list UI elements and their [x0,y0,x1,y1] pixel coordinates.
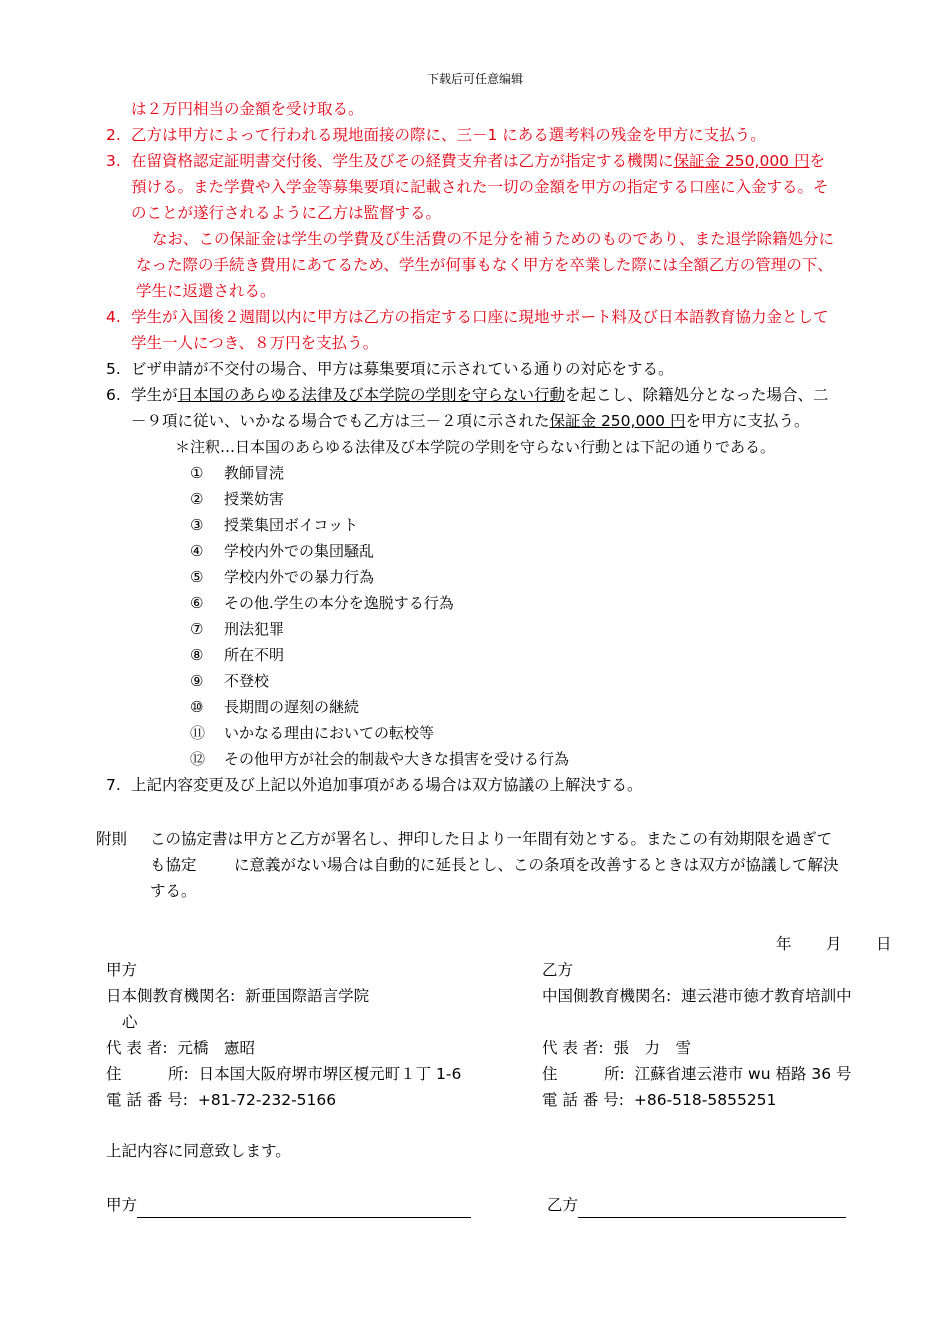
item5-number: 5. [106,360,121,378]
supplement-label: 附則 [96,830,128,848]
item3-line2: 預ける。また学費や入学金等募集要項に記載された一切の金額を甲方の指定する口座に入金する。そ [131,178,829,196]
party-b-org-continued: 心 [122,1013,138,1031]
offense-list-item: ⑩ 長期間の遅刻の継続 [190,698,360,716]
party-b-title: 乙方 [542,961,574,979]
offense-list-item: ⑫ その他甲方が社会的制裁や大きな損害を受ける行為 [190,750,570,768]
item3-number: 3. [106,152,121,170]
date-day: 日 [876,935,892,953]
signature-line[interactable] [578,1201,846,1218]
party-a-org: 日本側教育機関名: 新亜国際語言学院 [106,987,370,1005]
party-a-phone: 電 話 番 号: +81-72-232-5166 [106,1091,337,1109]
offense-list-item: ⑦ 刑法犯罪 [190,620,285,638]
offense-list-item: ⑧ 所在不明 [190,646,285,664]
party-b-representative: 代 表 者: 張 力 雪 [542,1039,691,1057]
offense-list-item: ⑨ 不登校 [190,672,270,690]
supplement-line2a: も協定 [150,856,197,874]
item6-number: 6. [106,386,121,404]
item4-number: 4. [106,308,121,326]
supplement-line3: する。 [150,882,197,900]
item2-text: 乙方は甲方によって行われる現地面接の際に、三－1 にある選考料の残金を甲方に支払う。 [131,126,766,144]
item6-note: ＊注釈…日本国のあらゆる法律及び本学院の学則を守らない行動とは下記の通りである。 [175,438,776,456]
offense-list-item: ⑤ 学校内外での暴力行為 [190,568,375,586]
item4-line1: 学生が入国後２週間以内に甲方は乙方の指定する口座に現地サポート料及び日本語教育協力金として [131,308,829,326]
item4-line2: 学生一人につき、８万円を支払う。 [131,334,379,352]
date-month: 月 [826,935,842,953]
item1-tail: は２万円相当の金額を受け取る。 [131,100,364,118]
offense-list-item: ② 授業妨害 [190,490,285,508]
signature-line[interactable] [137,1201,471,1218]
item6-line1: 学生が日本国のあらゆる法律及び本学院の学則を守らない行動を起こし、除籍処分となった場合、二 [131,386,829,404]
item3-line1: 在留資格認定証明書交付後、学生及びその経費支弁者は乙方が指定する機関に保証金 250,000 円を [131,152,825,170]
offense-list-item: ③ 授業集団ボイコット [190,516,359,534]
page-header: 下载后可任意编辑 [426,72,523,86]
party-b-signature[interactable]: 乙方 [547,1192,846,1218]
item5-text: ビザ申請が不交付の場合、甲方は募集要項に示されている通りの対応をする。 [131,360,674,378]
item7-text: 上記内容変更及び上記以外追加事項がある場合は双方協議の上解決する。 [131,776,643,794]
party-a-address: 住 所: 日本国大阪府堺市堺区榎元町１丁 1-6 [106,1065,462,1083]
supplement-line2b: に意義がない場合は自動的に延長とし、この条項を改善するときは双方が協議して解決 [234,856,839,874]
party-b-phone: 電 話 番 号: +86-518-5855251 [542,1091,777,1109]
party-a-representative: 代 表 者: 元橋 憲昭 [106,1039,255,1057]
item3-note3: 学生に返還される。 [136,282,276,300]
date-year: 年 [776,935,792,953]
item3-note2: なった際の手続き費用にあてるため、学生が何事もなく甲方を卒業した際には全額乙方の管理の下、 [136,256,833,274]
supplement-line1: この協定書は甲方と乙方が署名し、押印した日より一年間有効とする。またこの有効期限を過ぎて [150,830,833,848]
item3-note1: なお、この保証金は学生の学費及び生活費の不足分を補うためのものであり、また退学除籍処分に [152,230,835,248]
party-a-title: 甲方 [106,961,138,979]
offense-list-item: ⑪ いかなる理由においての転校等 [190,724,435,742]
agreement-statement: 上記内容に同意致します。 [106,1142,291,1160]
offense-list-item: ④ 学校内外での集団騒乱 [190,542,375,560]
item2-number: 2. [106,126,121,144]
item6-line2: －９項に従い、いかなる場合でも乙方は三－２項に示された保証金 250,000 円を甲方に支払う。 [131,412,810,430]
party-a-signature[interactable]: 甲方 [106,1192,471,1218]
item3-line3: のことが遂行されるように乙方は監督する。 [131,204,442,222]
party-b-address: 住 所: 江蘇省連云港市 wu 梧路 36 号 [542,1065,852,1083]
party-b-org: 中国側教育機関名: 連云港市徳才教育培訓中 [542,987,852,1005]
item7-number: 7. [106,776,121,794]
offense-list-item: ① 教師冒涜 [190,464,285,482]
offense-list-item: ⑥ その他.学生の本分を逸脱する行為 [190,594,454,612]
